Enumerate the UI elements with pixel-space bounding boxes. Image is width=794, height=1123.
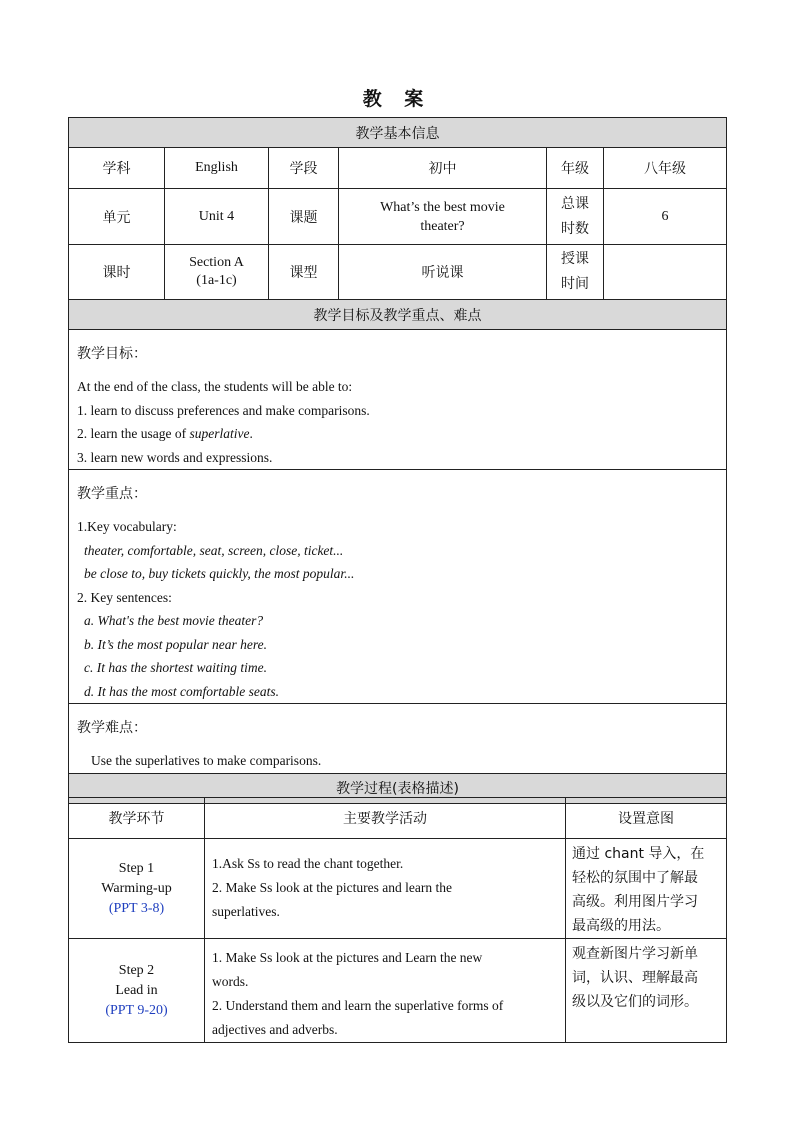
basic-info-table — [68, 117, 727, 804]
teaching-time-label — [547, 245, 604, 300]
purpose-line: 词，认识、理解最高 — [572, 970, 698, 986]
step-cell — [69, 839, 205, 939]
activity-line: words. — [212, 974, 249, 989]
objective-line: 1. learn to discuss preferences and make comparisons. — [77, 402, 370, 418]
key-sentence: b. It’s the most popular near here. — [84, 636, 267, 652]
key-sentence: a. What's the best movie theater? — [84, 613, 264, 628]
purpose-line: 最高级的用法。 — [572, 918, 670, 934]
step-cell — [69, 939, 205, 1043]
key-points-title: 教学重点： — [77, 486, 147, 502]
activity-line: superlatives. — [212, 904, 280, 919]
difficulties-title: 教学难点： — [77, 720, 147, 736]
teaching-time-label-line-2: 时间 — [561, 276, 589, 292]
col-header-stage: 教学环节 — [69, 798, 205, 839]
difficulties-section — [69, 704, 727, 774]
purpose-cell — [566, 939, 727, 1043]
objective-line: 3. learn new words and expressions. — [77, 449, 273, 465]
grade-label: 年级 — [547, 148, 604, 189]
objective-line — [77, 422, 718, 446]
ppt-range: (PPT 3-8) — [108, 900, 165, 916]
objective-line-text: 2. learn the usage of — [77, 426, 187, 441]
purpose-line: 高级。利用图片学习 — [572, 894, 698, 910]
document-title: 教 案 — [362, 88, 432, 110]
vocab-title: 1.Key vocabulary: — [77, 519, 177, 534]
activity-cell — [205, 939, 566, 1043]
objective-line: At the end of the class, the students will be able to: — [77, 379, 353, 394]
teaching-time-value — [604, 245, 727, 300]
stage-value: 初中 — [339, 148, 547, 189]
key-sentence: c. It has the shortest waiting time. — [84, 660, 267, 675]
teaching-time-label-line-1: 授课 — [561, 251, 589, 267]
subject-value: English — [165, 148, 269, 189]
process-row — [69, 839, 727, 939]
purpose-cell — [566, 839, 727, 939]
objectives-title: 教学目标： — [77, 346, 147, 362]
purpose-line: 观查新图片学习新单 — [572, 946, 698, 962]
total-hours-label — [547, 189, 604, 245]
unit-value: Unit 4 — [165, 189, 269, 245]
process-row — [69, 939, 727, 1043]
type-label: 课型 — [269, 245, 339, 300]
activity-line: 2. Make Ss look at the pictures and learn the — [212, 880, 452, 895]
process-header: 教学过程(表格描述) — [69, 773, 727, 803]
stage-label: 学段 — [269, 148, 339, 189]
topic-label: 课题 — [269, 189, 339, 245]
activity-line: 1. Make Ss look at the pictures and Learn the new — [212, 950, 483, 965]
superlative-term: superlative — [189, 426, 250, 441]
key-points-section — [69, 470, 727, 704]
step-number: Step 1 — [118, 860, 155, 876]
sentences-title: 2. Key sentences: — [77, 589, 172, 605]
type-value: 听说课 — [339, 245, 547, 300]
basic-info-header: 教学基本信息 — [69, 118, 727, 148]
lesson-value — [165, 245, 269, 300]
total-hours-label-line-1: 总课 — [561, 195, 589, 212]
objectives-section — [69, 330, 727, 470]
col-header-purpose: 设置意图 — [566, 798, 727, 839]
activity-line: 2. Understand them and learn the superlative forms of — [212, 998, 504, 1013]
unit-label: 单元 — [69, 189, 165, 245]
objective-line-end: . — [249, 426, 253, 441]
col-header-activity: 主要教学活动 — [205, 798, 566, 839]
subject-label: 学科 — [69, 148, 165, 189]
activity-cell — [205, 839, 566, 939]
topic-value: What’s the best movie theater? — [339, 189, 547, 245]
step-name: Warming-up — [101, 880, 172, 896]
grade-value: 八年级 — [604, 148, 727, 189]
activity-line: 1.Ask Ss to read the chant together. — [212, 856, 404, 871]
ppt-range: (PPT 9-20) — [105, 1002, 168, 1018]
lesson-value-line-2: (1a-1c) — [196, 273, 237, 288]
key-sentence: d. It has the most comfortable seats. — [84, 683, 279, 699]
lesson-label: 课时 — [69, 245, 165, 300]
vocab-line: be close to, buy tickets quickly, the most popular... — [84, 566, 355, 581]
purpose-line: 轻松的氛围中了解最 — [572, 870, 698, 886]
difficulty-line: Use the superlatives to make comparisons. — [91, 753, 322, 768]
purpose-line: 通过 chant 导入，在 — [572, 846, 705, 862]
process-table — [68, 797, 727, 1043]
total-hours-label-line-2: 时数 — [561, 220, 589, 237]
activity-line: adjectives and adverbs. — [212, 1022, 338, 1037]
total-hours-value: 6 — [604, 189, 727, 245]
lesson-value-line-1: Section A — [189, 255, 244, 270]
purpose-line: 级以及它们的词形。 — [572, 994, 698, 1010]
goals-header: 教学目标及教学重点、难点 — [69, 300, 727, 330]
step-name: Lead in — [115, 982, 158, 998]
step-number: Step 2 — [118, 962, 155, 978]
vocab-line: theater, comfortable, seat, screen, close, ticket... — [84, 542, 344, 558]
